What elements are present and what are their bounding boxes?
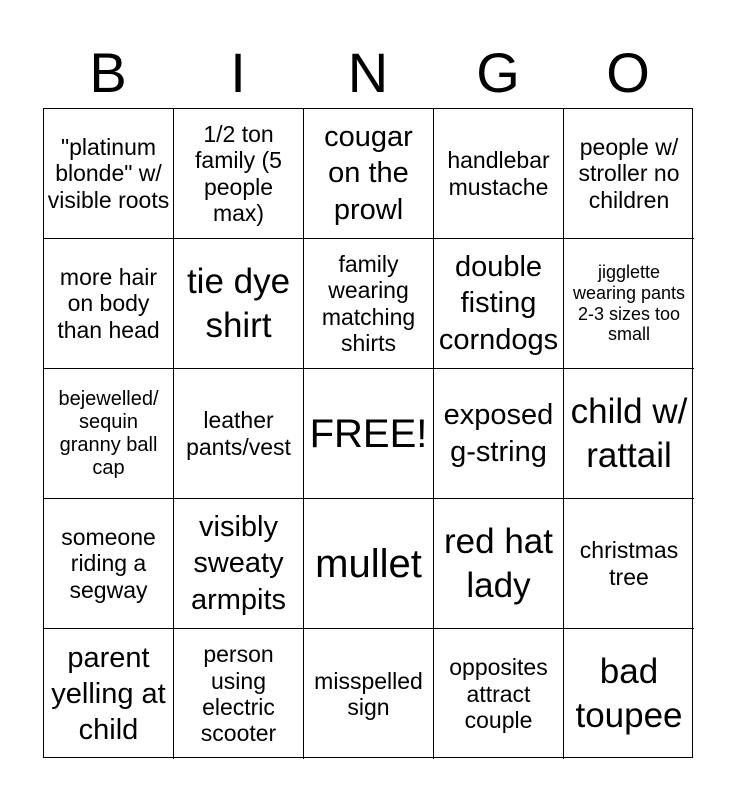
header-letter-g: G — [476, 41, 520, 104]
bingo-cell[interactable] — [434, 499, 564, 629]
cell-text: "platinum blonde" w/ visible roots — [47, 133, 170, 213]
cell-text: 1/2 ton family (5 people max) — [195, 120, 282, 226]
bingo-cell[interactable] — [564, 109, 694, 239]
bingo-cell[interactable] — [44, 369, 174, 499]
bingo-cell[interactable] — [174, 369, 304, 499]
bingo-header — [43, 38, 693, 108]
cell-text: jigglette wearing pants 2-3 sizes too small — [572, 262, 686, 345]
cell-text: FREE! — [309, 411, 428, 456]
bingo-cell[interactable] — [174, 499, 304, 629]
bingo-cell[interactable] — [434, 109, 564, 239]
cell-text: handlebar mustache — [447, 147, 550, 200]
cell-text: christmas tree — [579, 537, 679, 590]
bingo-cell[interactable] — [434, 369, 564, 499]
bingo-cell[interactable] — [564, 239, 694, 369]
bingo-cell[interactable] — [304, 239, 434, 369]
cell-text: opposites attract couple — [449, 654, 548, 734]
header-letter-n: N — [347, 41, 389, 104]
bingo-cell[interactable] — [564, 629, 694, 759]
cell-text: visibly sweaty armpits — [190, 511, 287, 616]
bingo-cell[interactable] — [174, 109, 304, 239]
cell-text: family wearing matching shirts — [321, 250, 416, 356]
bingo-grid — [43, 108, 693, 758]
free-space[interactable] — [304, 369, 434, 499]
cell-text: leather pants/vest — [186, 407, 291, 460]
cell-text: mullet — [315, 541, 422, 586]
cell-text: person using electric scooter — [200, 641, 277, 747]
bingo-cell[interactable] — [434, 629, 564, 759]
cell-text: tie dye shirt — [186, 261, 291, 345]
bingo-cell[interactable] — [304, 629, 434, 759]
bingo-cell[interactable] — [304, 109, 434, 239]
cell-text: double fisting corndogs — [438, 251, 559, 356]
cell-text: people w/ stroller no children — [578, 133, 680, 213]
header-letter-o: O — [606, 41, 650, 104]
cell-text: misspelled sign — [314, 667, 423, 720]
header-letter-b: B — [89, 41, 127, 104]
bingo-cell[interactable] — [434, 239, 564, 369]
bingo-cell[interactable] — [304, 499, 434, 629]
bingo-cell[interactable] — [564, 499, 694, 629]
bingo-cell[interactable] — [564, 369, 694, 499]
cell-text: parent yelling at child — [51, 641, 166, 747]
cell-text: red hat lady — [444, 521, 553, 605]
cell-text: bad toupee — [575, 652, 683, 735]
cell-text: bejewelled/ sequin granny ball cap — [58, 387, 159, 479]
bingo-cell[interactable] — [174, 629, 304, 759]
cell-text: exposed g-string — [443, 399, 554, 468]
cell-text: more hair on body than head — [57, 263, 160, 343]
cell-text: someone riding a segway — [61, 523, 156, 603]
bingo-cell[interactable] — [44, 109, 174, 239]
cell-text: cougar on the prowl — [324, 121, 413, 226]
bingo-cell[interactable] — [44, 629, 174, 759]
bingo-cell[interactable] — [174, 239, 304, 369]
bingo-cell[interactable] — [44, 499, 174, 629]
bingo-cell[interactable] — [44, 239, 174, 369]
cell-text: child w/ rattail — [570, 391, 688, 475]
header-letter-i: I — [230, 41, 246, 104]
